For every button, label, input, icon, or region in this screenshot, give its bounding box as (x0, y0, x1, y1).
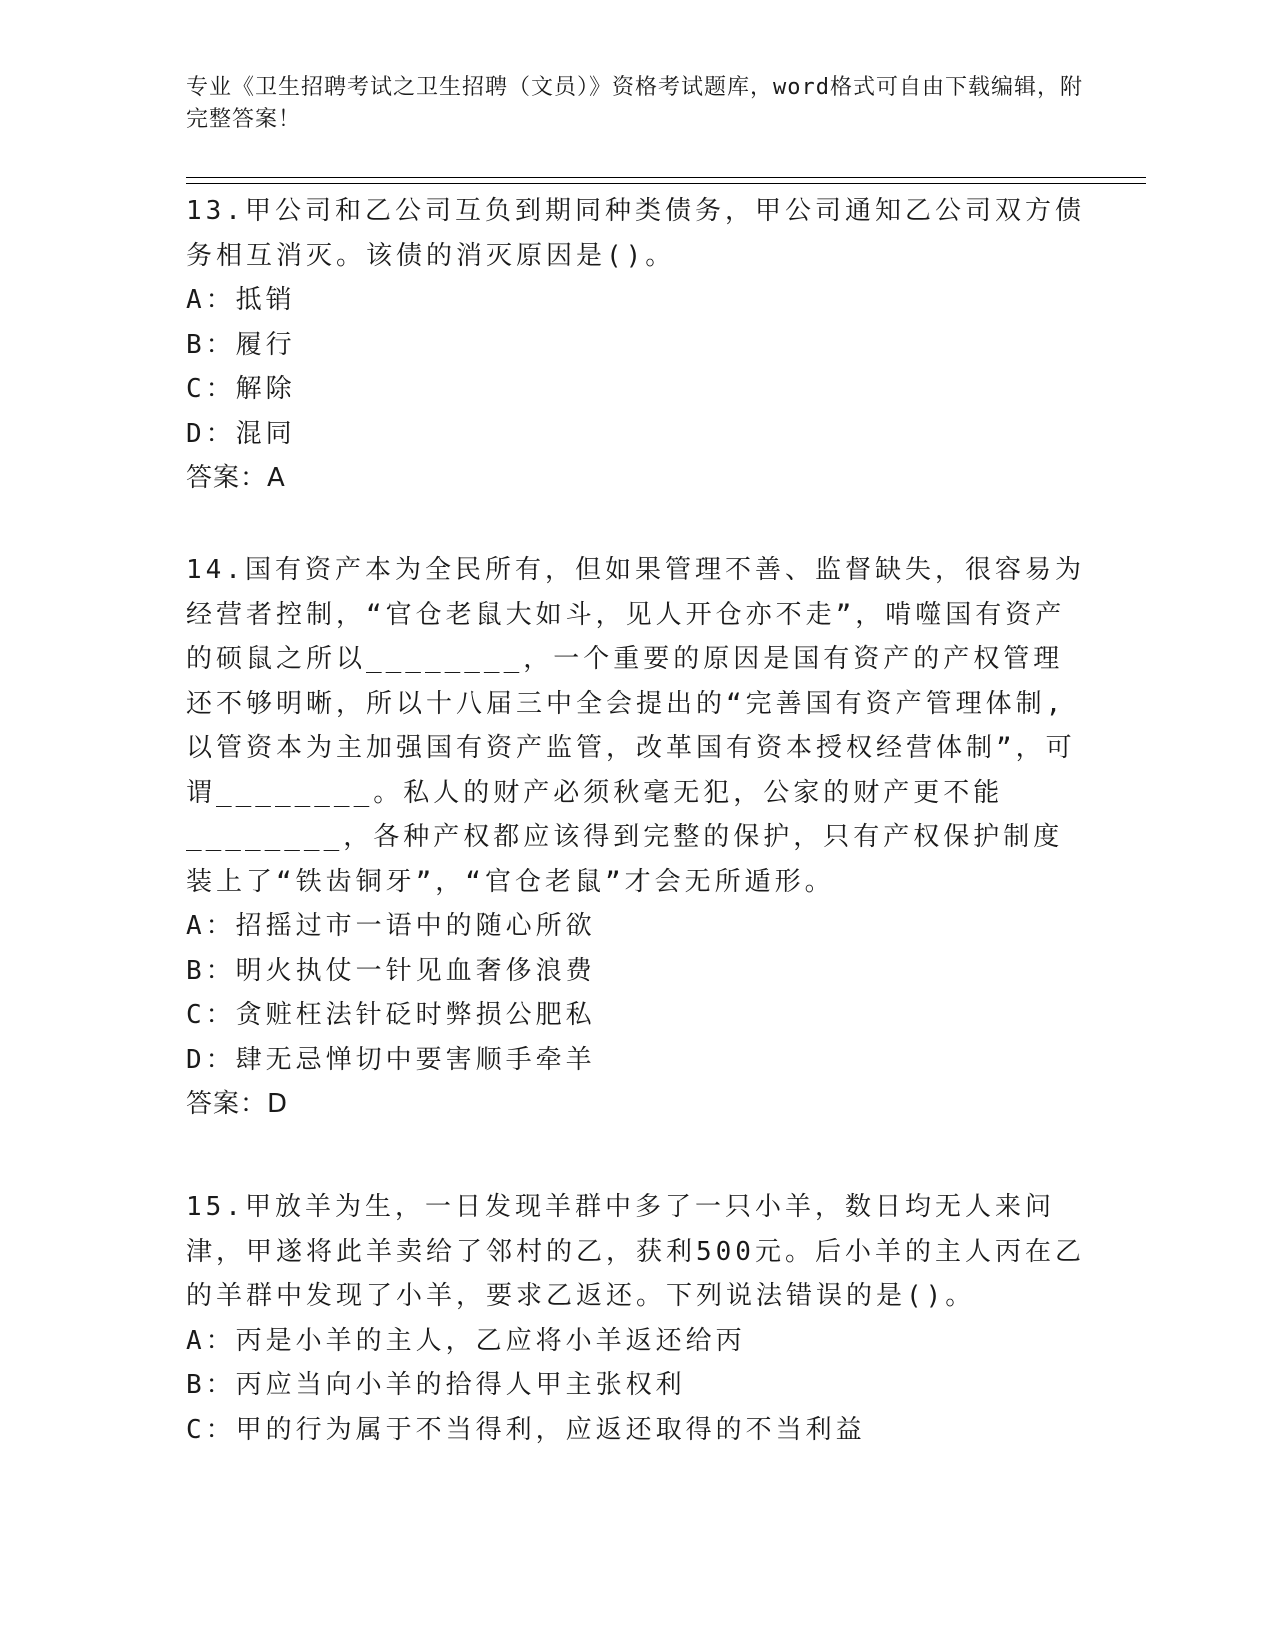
option-b: B：履行 (186, 329, 296, 360)
answer-line: 答案：A (186, 463, 286, 493)
option-c: C：甲的行为属于不当得利，应返还取得的不当利益 (186, 1414, 866, 1445)
option-c: C：贪赃枉法针砭时弊损公肥私 (186, 1000, 596, 1030)
question-13 (186, 189, 1086, 501)
question-15 (186, 1185, 1086, 1452)
option-a: A：招摇过市一语中的随心所欲 (186, 911, 596, 941)
option-a: A：抵销 (186, 285, 296, 315)
document-header: 专业《卫生招聘考试之卫生招聘（文员）》资格考试题库，word格式可自由下载编辑，附完整答案！ (186, 75, 1083, 132)
option-d: D：混同 (186, 418, 296, 449)
option-c: C：解除 (186, 374, 296, 404)
question-stem: 13.甲公司和乙公司互负到期同种类债务，甲公司通知乙公司双方债务相互消灭。该债的消灭原因是()。 (186, 196, 1085, 271)
option-a: A：丙是小羊的主人，乙应将小羊返还给丙 (186, 1325, 746, 1356)
question-14 (186, 548, 1086, 1127)
question-stem: 15.甲放羊为生，一日发现羊群中多了一只小羊，数日均无人来问津，甲遂将此羊卖给了邻村的乙，获利500元。后小羊的主人丙在乙的羊群中发现了小羊，要求乙返还。下列说法错误的是()。 (186, 1192, 1085, 1311)
answer-line: 答案：D (186, 1089, 289, 1119)
option-d: D：肆无忌惮切中要害顺手牵羊 (186, 1044, 596, 1075)
option-b: B：明火执仗一针见血奢侈浪费 (186, 955, 596, 986)
header-divider (186, 177, 1146, 184)
question-stem: 14.国有资产本为全民所有，但如果管理不善、监督缺失，很容易为经营者控制，“官仓老鼠大如斗，见人开仓亦不走”，啃噬国有资产的硕鼠之所以________，一个重要的原因是国有资产的产权管理还不够明晰，所以十八届三中全会提出的“完善国有资产管理体制,以管资本为主加强国有资产监管，改革国有资本授权经营体制”，可谓________。私人的财产必须秋毫无犯，公家的财产更不能________，各种产权都应该得到完整的保护，只有产权保护制度装上了“铁齿铜牙”，“官仓老鼠”才会无所遁形。 (186, 555, 1085, 897)
option-b: B：丙应当向小羊的拾得人甲主张权利 (186, 1370, 686, 1400)
